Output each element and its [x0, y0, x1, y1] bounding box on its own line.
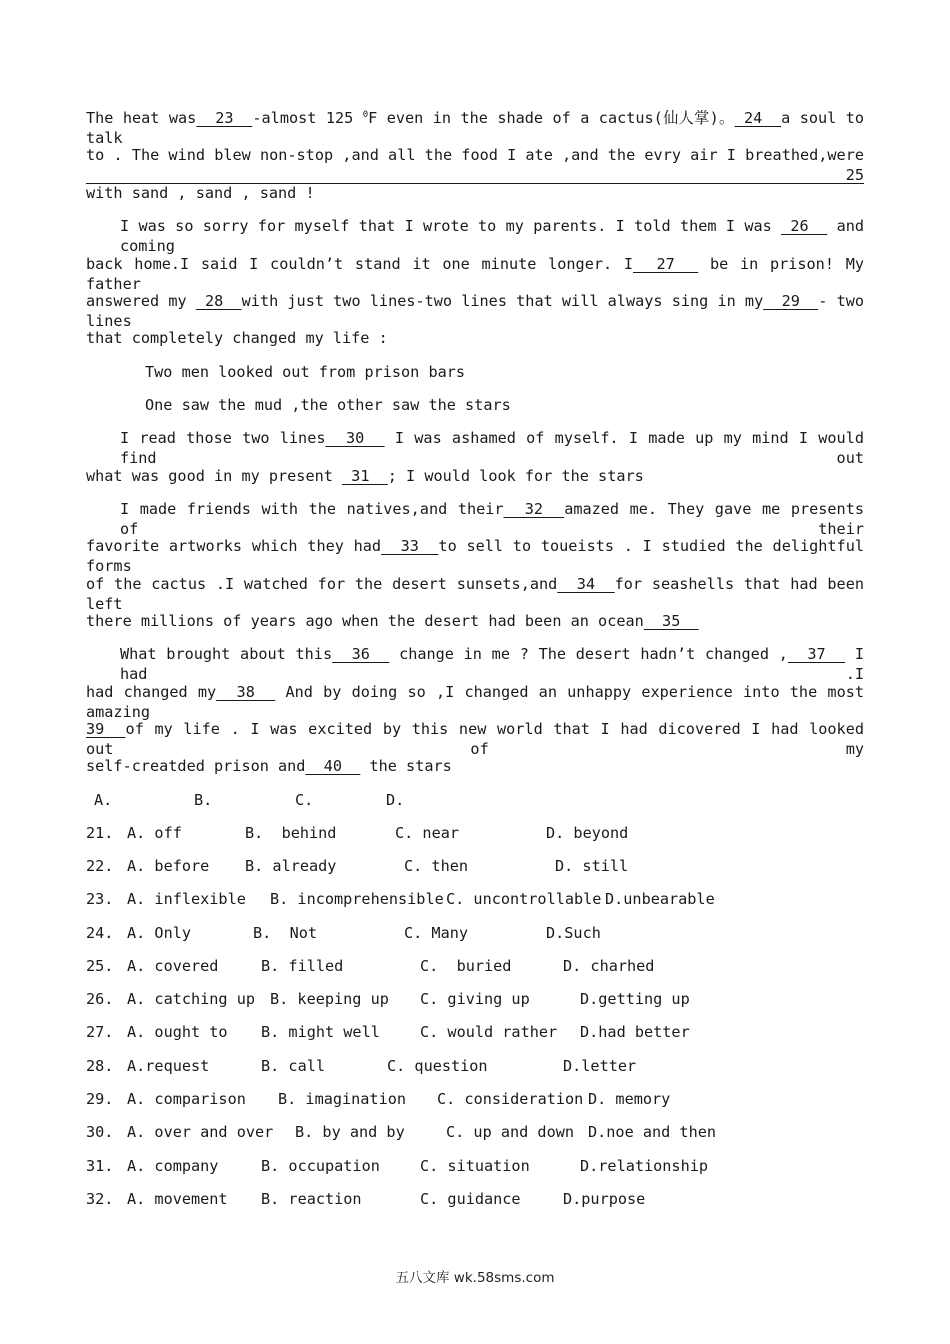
option-d: D.relationship — [580, 1157, 709, 1175]
header-letter-c: C. — [295, 791, 314, 809]
option-a: A.request — [127, 1057, 210, 1075]
option-b: B. behind — [245, 824, 337, 842]
option-b: B. might well — [261, 1023, 380, 1041]
question-number: 24. — [86, 924, 114, 942]
passage-line: 39 of my life . I was excited by this new world that I had dicovered I had looked out of my — [86, 720, 864, 758]
option-d: D.Such — [546, 924, 601, 942]
option-b: B. occupation — [261, 1157, 380, 1175]
option-b: B. by and by — [295, 1123, 405, 1141]
option-a: A. ought to — [127, 1023, 228, 1041]
option-a: A. covered — [127, 957, 219, 975]
option-d: D. still — [555, 857, 629, 875]
passage-line: what was good in my present 31 ; I would look for the stars — [86, 467, 644, 485]
option-b: B. keeping up — [270, 990, 389, 1008]
header-letter-a: A. — [94, 791, 113, 809]
blank-24: 24 — [734, 109, 782, 127]
option-b: B. already — [245, 857, 337, 875]
option-b: B. call — [261, 1057, 326, 1075]
header-letter-d: D. — [386, 791, 405, 809]
blank-39: 39 — [86, 720, 126, 738]
poem-line: One saw the mud ,the other saw the stars — [145, 396, 511, 414]
blank-37: 37 — [787, 645, 846, 663]
header-letter-b: B. — [194, 791, 213, 809]
passage-line: answered my 28 with just two lines-two lines that will always sing in my 29 - two lines — [86, 292, 865, 330]
blank-36: 36 — [332, 645, 390, 663]
passage-line: there millions of years ago when the desert had been an ocean 35 — [86, 612, 699, 630]
blank-38: 38 — [216, 683, 276, 701]
option-a: A. company — [127, 1157, 219, 1175]
option-c: C. giving up — [420, 990, 530, 1008]
passage-line: that completely changed my life : — [86, 329, 388, 347]
blank-35: 35 — [643, 612, 699, 630]
question-number: 29. — [86, 1090, 114, 1108]
option-a: A. before — [127, 857, 210, 875]
option-a: A. over and over — [127, 1123, 274, 1141]
poem-line: Two men looked out from prison bars — [145, 363, 466, 381]
blank-40: 40 — [305, 757, 361, 775]
question-number: 28. — [86, 1057, 114, 1075]
option-c: C. guidance — [420, 1190, 521, 1208]
option-c: C. would rather — [420, 1023, 558, 1041]
blank-30: 30 — [325, 429, 385, 447]
blank-23: 23 — [196, 109, 253, 127]
question-number: 25. — [86, 957, 114, 975]
passage-line: I was so sorry for myself that I wrote to my parents. I told them I was 26 and coming — [120, 217, 865, 255]
option-b: B. incomprehensible — [270, 890, 444, 908]
option-d: D. charhed — [563, 957, 655, 975]
blank-28: 28 — [195, 292, 242, 310]
blank-33: 33 — [381, 537, 439, 555]
passage-line: I read those two lines 30 I was ashamed of myself. I made up my mind I would find out — [120, 429, 864, 467]
option-a: A. inflexible — [127, 890, 246, 908]
option-d: D.had better — [580, 1023, 690, 1041]
question-number: 21. — [86, 824, 114, 842]
option-d: D. memory — [588, 1090, 671, 1108]
question-number: 30. — [86, 1123, 114, 1141]
passage-line: What brought about this 36 change in me ? The desert hadn’t changed , 37 I had .I — [120, 645, 864, 683]
option-b: B. reaction — [261, 1190, 362, 1208]
option-d: D.getting up — [580, 990, 690, 1008]
passage-line: to . The wind blew non-stop ,and all the food I ate ,and the evry air I breathed,were 25 — [86, 146, 864, 184]
option-d: D. beyond — [546, 824, 629, 842]
option-c: C. consideration — [437, 1090, 584, 1108]
option-d: D.unbearable — [605, 890, 715, 908]
option-a: A. movement — [127, 1190, 228, 1208]
blank-29: 29 — [763, 292, 819, 310]
passage-line: I made friends with the natives,and their 32 amazed me. They gave me presents of their — [120, 500, 864, 538]
question-number: 23. — [86, 890, 114, 908]
question-number: 22. — [86, 857, 114, 875]
option-b: B. Not — [253, 924, 318, 942]
passage-line: of the cactus .I watched for the desert sunsets,and 34 for seashells that had been left — [86, 575, 864, 613]
option-c: C. up and down — [446, 1123, 575, 1141]
passage-line: back home.I said I couldn’t stand it one minute longer. I 27 be in prison! My father — [86, 255, 864, 293]
blank-32: 32 — [503, 500, 565, 518]
option-a: A. catching up — [127, 990, 256, 1008]
passage-line: favorite artworks which they had 33 to sell to toueists . I studied the delightful forms — [86, 537, 864, 575]
blank-25: 25 — [86, 166, 864, 184]
question-number: 31. — [86, 1157, 114, 1175]
passage-line: self-creatded prison and 40 the stars — [86, 757, 452, 775]
option-d: D.letter — [563, 1057, 637, 1075]
option-c: C. buried — [420, 957, 512, 975]
blank-34: 34 — [557, 575, 615, 593]
passage-line: The heat was 23 -almost 125 $^0$F even in the shade of a cactus(仙人掌)。 24 a soul to talk — [86, 109, 864, 147]
option-d: D.noe and then — [588, 1123, 717, 1141]
question-number: 27. — [86, 1023, 114, 1041]
blank-31: 31 — [342, 467, 388, 485]
blank-26: 26 — [781, 217, 828, 235]
blank-27: 27 — [633, 255, 699, 273]
option-a: A. off — [127, 824, 182, 842]
option-a: A. comparison — [127, 1090, 246, 1108]
option-c: C. uncontrollable — [446, 890, 602, 908]
option-d: D.purpose — [563, 1190, 646, 1208]
passage-line: with sand , sand , sand ! — [86, 184, 315, 202]
question-number: 26. — [86, 990, 114, 1008]
option-c: C. situation — [420, 1157, 530, 1175]
option-c: C. then — [404, 857, 469, 875]
footer-watermark: 五八文库 wk.58sms.com — [395, 1270, 555, 1286]
option-b: B. imagination — [278, 1090, 407, 1108]
option-c: C. near — [395, 824, 460, 842]
question-number: 32. — [86, 1190, 114, 1208]
passage-line: had changed my 38 And by doing so ,I changed an unhappy experience into the most amazing — [86, 683, 864, 721]
option-a: A. Only — [127, 924, 192, 942]
option-c: C. Many — [404, 924, 469, 942]
option-b: B. filled — [261, 957, 344, 975]
option-c: C. question — [387, 1057, 488, 1075]
